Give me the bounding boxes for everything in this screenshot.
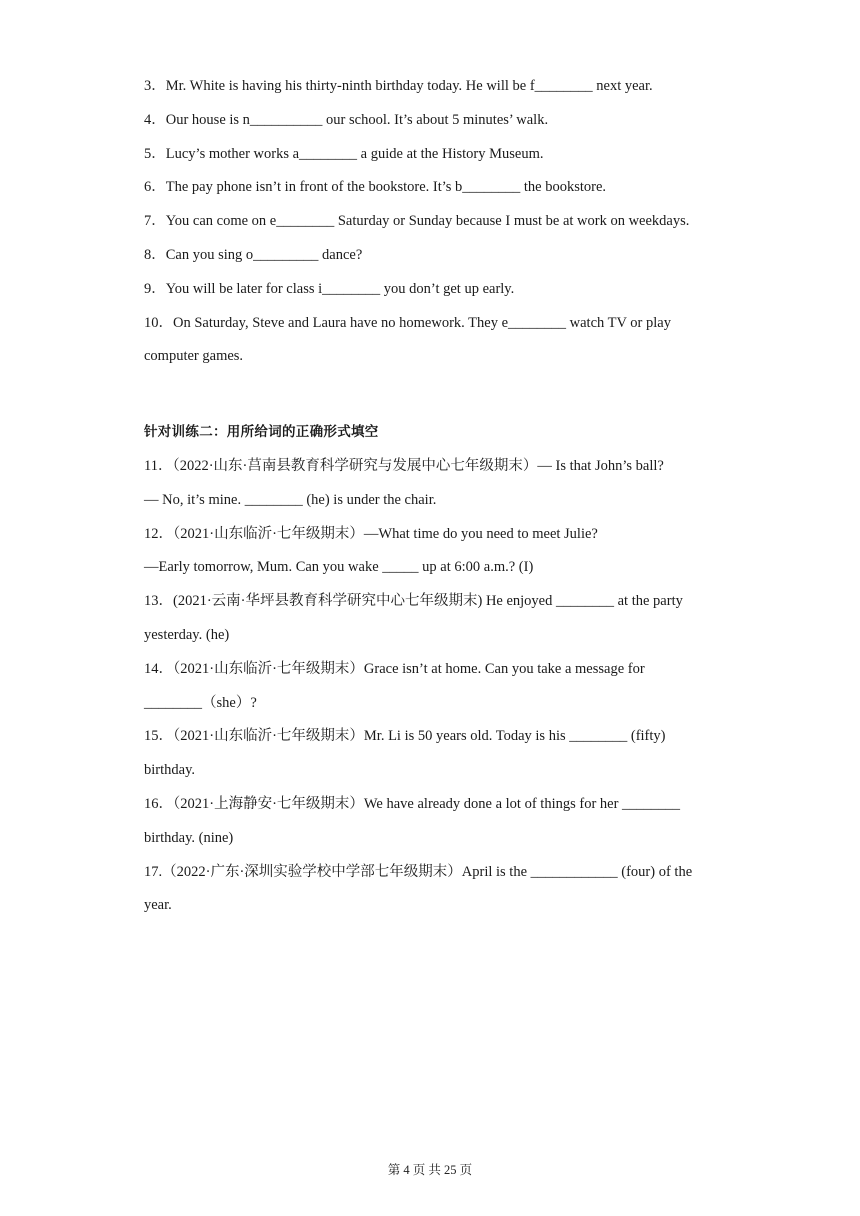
page-footer: 第 4 页 共 25 页: [387, 1163, 473, 1177]
exercise-17-continued: year.: [144, 897, 172, 914]
exercise-3: 3．Mr. White is having his thirty-ninth birthday today. He will be f________ next year.: [144, 78, 653, 94]
exercise-13-continued: yesterday. (he): [144, 626, 230, 643]
exercise-4: 4．Our house is n__________ our school. It’s about 5 minutes’ walk.: [144, 111, 549, 128]
exercise-15-continued: birthday.: [144, 762, 196, 779]
exercise-14: 14．（2021·山东临沂·七年级期末）Grace isn’t at home. Can you take a message for: [144, 660, 645, 677]
exercise-10-continued: computer games.: [144, 348, 244, 365]
exercise-10: 10．On Saturday, Steve and Laura have no homework. They e________ watch TV or play: [144, 314, 671, 331]
exercise-11: 11．（2022·山东·莒南县教育科学研究与发展中心七年级期末）— Is that John’s ball?: [144, 457, 664, 474]
exercise-16: 16．（2021·上海静安·七年级期末）We have already done a lot of things for her ________: [144, 795, 681, 812]
exercise-6: 6．The pay phone isn’t in front of the bookstore. It’s b________ the bookstore.: [144, 179, 607, 196]
exercise-16-continued: birthday. (nine): [144, 829, 234, 846]
section-spacer: [144, 374, 734, 416]
exercise-content: [144, 70, 734, 923]
exercise-12: 12．（2021·山东临沂·七年级期末）—What time do you need to meet Julie?: [144, 525, 598, 542]
exercise-9: 9．You will be later for class i________ you don’t get up early.: [144, 280, 515, 297]
exercise-14-continued: ________（she）?: [144, 694, 257, 711]
exercise-13: 13．(2021·云南·华坪县教育科学研究中心七年级期末) He enjoyed ________ at the party: [144, 593, 683, 610]
exercise-12-continued: —Early tomorrow, Mum. Can you wake _____ up at 6:00 a.m.? (I): [144, 559, 534, 576]
section-heading: 针对训练二：用所给词的正确形式填空: [144, 424, 379, 441]
section-one-exercises: [144, 70, 734, 374]
exercise-11-continued: — No, it’s mine. ________ (he) is under the chair.: [144, 491, 437, 508]
exercise-5: 5．Lucy’s mother works a________ a guide at the History Museum.: [144, 145, 544, 162]
exercise-8: 8．Can you sing o_________ dance?: [144, 246, 363, 263]
section-two-exercises: [144, 416, 734, 923]
exercise-17: 17.（2022·广东·深圳实验学校中学部七年级期末）April is the ____________ (four) of the: [144, 863, 693, 880]
exercise-15: 15．（2021·山东临沂·七年级期末）Mr. Li is 50 years old. Today is his ________ (fifty): [144, 728, 666, 745]
exercise-7: 7．You can come on e________ Saturday or Sunday because I must be at work on weekdays.: [144, 213, 690, 230]
